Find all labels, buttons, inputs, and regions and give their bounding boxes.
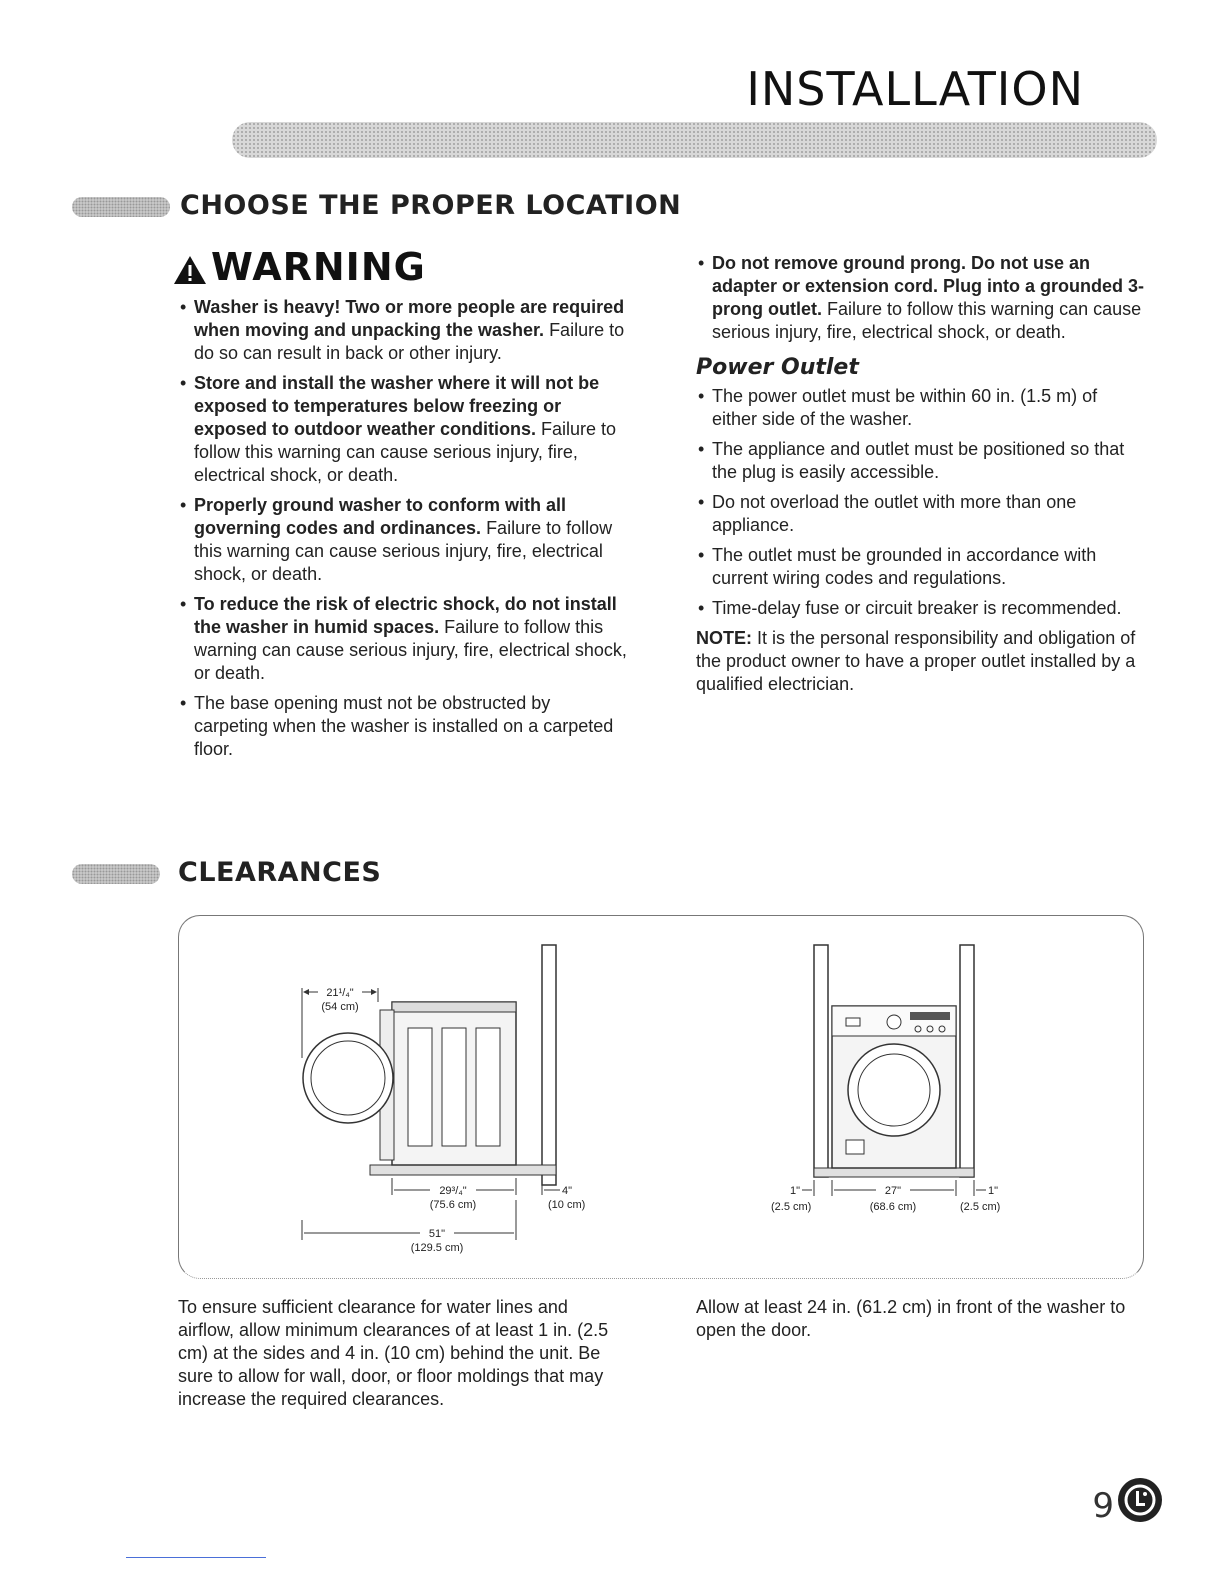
list-item: • To reduce the risk of electric shock, do not install the washer in humid spaces. Failure to follow this warning can cause serious injury, fire, electrical shock, or death. [178, 593, 628, 685]
list-item: • The appliance and outlet must be positioned so that the plug is easily accessible. [696, 438, 1146, 484]
dim-depth-top: 21¹/₄" [326, 987, 354, 999]
note-paragraph: NOTE: It is the personal responsibility and obligation of the product owner to have a proper outlet installed by a qualified electrician. [696, 628, 1136, 694]
lg-logo-icon [1118, 1478, 1162, 1522]
dim-depth-top-cm: (54 cm) [321, 1001, 359, 1013]
dim-body: 29³/₄" [439, 1185, 467, 1197]
dim-front-left: 1" [790, 1185, 801, 1197]
dim-front-right-cm: (2.5 cm) [960, 1201, 1001, 1213]
list-item: • Store and install the washer where it will not be exposed to temperatures below freezing or exposed to outdoor weather conditions. Failure to follow this warning can cause serious injury, fire, electrical shock, or death. [178, 372, 628, 487]
bottom-rule [126, 1557, 266, 1558]
power-outlet-title: Power Outlet [696, 355, 859, 380]
list-item: • Do not remove ground prong. Do not use an adapter or extension cord. Plug into a grounded 3-prong outlet. Failure to follow this warning can cause serious injury, fire, electrical shock, or death. [696, 252, 1146, 344]
warning-list-right [696, 252, 1146, 696]
page-number: 9 [1092, 1486, 1114, 1526]
dim-rear-cm: (10 cm) [548, 1199, 586, 1211]
page-header-title: INSTALLATION [746, 62, 1084, 116]
front-view-diagram [770, 940, 1030, 1230]
list-item: • The power outlet must be within 60 in. (1.5 m) of either side of the washer. [696, 385, 1146, 431]
list-item: • The outlet must be grounded in accordance with current wiring codes and regulations. [696, 544, 1146, 590]
dim-front-right: 1" [988, 1185, 999, 1197]
dim-total: 51" [428, 1228, 446, 1240]
dim-rear: 4" [562, 1185, 573, 1197]
clearance-text-right: Allow at least 24 in. (61.2 cm) in front of the washer to open the door. [696, 1297, 1126, 1340]
list-item: • Properly ground washer to conform with all governing codes and ordinances. Failure to follow this warning can cause serious injury, fire, electrical shock, or death. [178, 494, 628, 586]
list-item: • Do not overload the outlet with more than one appliance. [696, 491, 1146, 537]
section-marker [72, 197, 170, 217]
dim-body-cm: (75.6 cm) [429, 1199, 477, 1211]
dim-front-width-cm: (68.6 cm) [869, 1201, 917, 1213]
clearance-text-left: To ensure sufficient clearance for water lines and airflow, allow minimum clearances of at least 1 in. (2.5 cm) at the sides and 4 in. (10 cm) behind the unit. Be sure to allow for wall, door, or floor moldings that may increase the required clearances. [178, 1297, 609, 1409]
list-item: • The base opening must not be obstructed by carpeting when the washer is installed on a carpeted floor. [178, 692, 628, 761]
list-item: • Time-delay fuse or circuit breaker is recommended. [696, 597, 1146, 620]
header-decorative-bar [232, 122, 1157, 158]
section-marker [72, 864, 160, 884]
dim-total-cm: (129.5 cm) [410, 1242, 464, 1254]
side-view-diagram [290, 940, 610, 1270]
section-title-clearances: CLEARANCES [178, 857, 382, 888]
warning-icon [173, 255, 207, 285]
warning-label: WARNING [211, 245, 426, 289]
dim-front-width: 27" [884, 1185, 902, 1197]
list-item: • Washer is heavy! Two or more people are required when moving and unpacking the washer. Failure to do so can result in back or other injury. [178, 296, 628, 365]
warning-list-left [178, 296, 628, 768]
section-title-location: CHOOSE THE PROPER LOCATION [180, 190, 682, 221]
dim-front-left-cm: (2.5 cm) [771, 1201, 812, 1213]
warning-heading [173, 245, 426, 289]
